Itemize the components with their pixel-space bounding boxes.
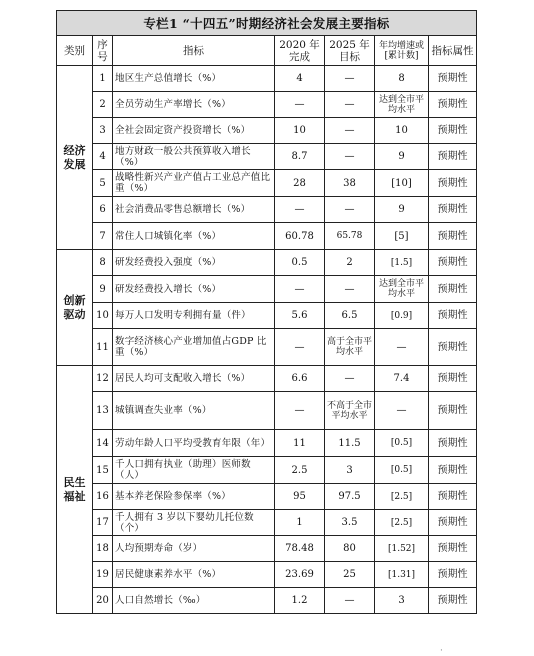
table-row xyxy=(57,510,477,536)
category-cell xyxy=(57,366,93,614)
row-attr: 预期性 xyxy=(429,170,477,197)
table-row xyxy=(57,484,477,510)
row-2020: 5.6 xyxy=(275,303,325,329)
category-cell xyxy=(57,66,93,250)
row-attr: 预期性 xyxy=(429,223,477,250)
row-growth: — xyxy=(375,329,429,366)
row-growth: [5] xyxy=(375,223,429,250)
table-row xyxy=(57,92,477,118)
row-seq: 5 xyxy=(93,170,113,197)
row-attr: 预期性 xyxy=(429,92,477,118)
row-indicator: 每万人口发明专利拥有量（件） xyxy=(113,303,275,329)
row-indicator: 地方财政一般公共预算收入增长（%） xyxy=(113,144,275,170)
row-attr: 预期性 xyxy=(429,276,477,303)
row-growth: 8 xyxy=(375,66,429,92)
row-indicator: 社会消费品零售总额增长（%） xyxy=(113,197,275,223)
row-2020: — xyxy=(275,329,325,366)
row-indicator: 研发经费投入增长（%） xyxy=(113,276,275,303)
table-row xyxy=(57,118,477,144)
row-attr: 预期性 xyxy=(429,366,477,392)
header-attr: 指标属性 xyxy=(429,36,477,66)
row-attr: 预期性 xyxy=(429,329,477,366)
row-2025: — xyxy=(325,118,375,144)
row-2025: 高于全市平均水平 xyxy=(325,329,375,366)
row-2020: 95 xyxy=(275,484,325,510)
table-row xyxy=(57,392,477,430)
row-2025: 6.5 xyxy=(325,303,375,329)
row-2020: 60.78 xyxy=(275,223,325,250)
header-2020: 2020 年完成 xyxy=(275,36,325,66)
row-growth: 9 xyxy=(375,197,429,223)
row-2025: 3 xyxy=(325,457,375,484)
row-2020: 4 xyxy=(275,66,325,92)
page-mark: · xyxy=(440,646,443,656)
row-2025: 65.78 xyxy=(325,223,375,250)
indicators-table xyxy=(56,10,477,614)
row-growth: [2.5] xyxy=(375,510,429,536)
row-2025: 25 xyxy=(325,562,375,588)
row-indicator: 千人口拥有执业（助理）医师数（人） xyxy=(113,457,275,484)
row-indicator: 地区生产总值增长（%） xyxy=(113,66,275,92)
row-indicator: 全员劳动生产率增长（%） xyxy=(113,92,275,118)
row-growth: 9 xyxy=(375,144,429,170)
table-row xyxy=(57,223,477,250)
row-attr: 预期性 xyxy=(429,303,477,329)
row-seq: 17 xyxy=(93,510,113,536)
category-label-line: 福祉 xyxy=(63,489,86,503)
row-seq: 9 xyxy=(93,276,113,303)
row-2020: 6.6 xyxy=(275,366,325,392)
row-2025: — xyxy=(325,197,375,223)
row-growth: [1.31] xyxy=(375,562,429,588)
row-attr: 预期性 xyxy=(429,118,477,144)
table-row xyxy=(57,197,477,223)
row-indicator: 居民健康素养水平（%） xyxy=(113,562,275,588)
row-attr: 预期性 xyxy=(429,484,477,510)
row-2020: 8.7 xyxy=(275,144,325,170)
row-2025: — xyxy=(325,588,375,614)
row-attr: 预期性 xyxy=(429,250,477,276)
row-2020: 1 xyxy=(275,510,325,536)
table-row xyxy=(57,430,477,457)
table-row xyxy=(57,144,477,170)
row-seq: 3 xyxy=(93,118,113,144)
row-indicator: 研发经费投入强度（%） xyxy=(113,250,275,276)
row-growth: [0.9] xyxy=(375,303,429,329)
row-2020: — xyxy=(275,276,325,303)
row-attr: 预期性 xyxy=(429,562,477,588)
row-2025: 97.5 xyxy=(325,484,375,510)
row-seq: 2 xyxy=(93,92,113,118)
row-indicator: 全社会固定资产投资增长（%） xyxy=(113,118,275,144)
row-indicator: 城镇调查失业率（%） xyxy=(113,392,275,430)
row-indicator: 千人拥有 3 岁以下婴幼儿托位数（个） xyxy=(113,510,275,536)
row-attr: 预期性 xyxy=(429,430,477,457)
table-row xyxy=(57,250,477,276)
row-indicator: 基本养老保险参保率（%） xyxy=(113,484,275,510)
row-2025: — xyxy=(325,66,375,92)
row-growth: [1.5] xyxy=(375,250,429,276)
row-indicator: 人均预期寿命（岁） xyxy=(113,536,275,562)
row-2025: 11.5 xyxy=(325,430,375,457)
row-indicator: 居民人均可支配收入增长（%） xyxy=(113,366,275,392)
row-attr: 预期性 xyxy=(429,66,477,92)
row-seq: 8 xyxy=(93,250,113,276)
row-2020: 0.5 xyxy=(275,250,325,276)
table-row xyxy=(57,457,477,484)
table-row xyxy=(57,536,477,562)
row-seq: 19 xyxy=(93,562,113,588)
category-label-line: 民生 xyxy=(63,475,86,489)
row-indicator: 数字经济核心产业增加值占GDP 比重（%） xyxy=(113,329,275,366)
row-attr: 预期性 xyxy=(429,197,477,223)
row-seq: 4 xyxy=(93,144,113,170)
table-title: 专栏1 “十四五”时期经济社会发展主要指标 xyxy=(57,11,477,36)
row-growth: [1.52] xyxy=(375,536,429,562)
row-2025: — xyxy=(325,276,375,303)
row-2020: 10 xyxy=(275,118,325,144)
header-category: 类别 xyxy=(57,36,93,66)
header-seq: 序号 xyxy=(93,36,113,66)
row-attr: 预期性 xyxy=(429,392,477,430)
row-seq: 16 xyxy=(93,484,113,510)
row-2025: — xyxy=(325,144,375,170)
row-2020: 2.5 xyxy=(275,457,325,484)
row-2020: 1.2 xyxy=(275,588,325,614)
row-indicator: 战略性新兴产业产值占工业总产值比重（%） xyxy=(113,170,275,197)
row-seq: 12 xyxy=(93,366,113,392)
row-2020: — xyxy=(275,92,325,118)
row-seq: 1 xyxy=(93,66,113,92)
header-2025: 2025 年目标 xyxy=(325,36,375,66)
row-attr: 预期性 xyxy=(429,588,477,614)
row-seq: 18 xyxy=(93,536,113,562)
row-attr: 预期性 xyxy=(429,510,477,536)
table-row xyxy=(57,588,477,614)
row-2025: 80 xyxy=(325,536,375,562)
row-seq: 7 xyxy=(93,223,113,250)
row-seq: 11 xyxy=(93,329,113,366)
row-seq: 15 xyxy=(93,457,113,484)
row-attr: 预期性 xyxy=(429,144,477,170)
category-label-line: 发展 xyxy=(63,157,86,171)
category-label-line: 经济 xyxy=(63,143,86,157)
row-2025: 2 xyxy=(325,250,375,276)
header-growth: 年均增速或[累计数] xyxy=(375,36,429,66)
row-2020: 11 xyxy=(275,430,325,457)
row-growth: — xyxy=(375,392,429,430)
header-indicator: 指标 xyxy=(113,36,275,66)
row-growth: [2.5] xyxy=(375,484,429,510)
row-seq: 14 xyxy=(93,430,113,457)
table-row xyxy=(57,329,477,366)
row-2025: 3.5 xyxy=(325,510,375,536)
row-2025: — xyxy=(325,366,375,392)
row-2020: — xyxy=(275,392,325,430)
row-seq: 13 xyxy=(93,392,113,430)
row-growth: [10] xyxy=(375,170,429,197)
row-growth: 达到全市平均水平 xyxy=(375,92,429,118)
table-row xyxy=(57,562,477,588)
row-2025: 不高于全市平均水平 xyxy=(325,392,375,430)
row-2020: 78.48 xyxy=(275,536,325,562)
table-row xyxy=(57,170,477,197)
row-indicator: 常住人口城镇化率（%） xyxy=(113,223,275,250)
table-row xyxy=(57,366,477,392)
category-cell xyxy=(57,250,93,366)
row-seq: 20 xyxy=(93,588,113,614)
row-attr: 预期性 xyxy=(429,536,477,562)
row-growth: 10 xyxy=(375,118,429,144)
row-2020: — xyxy=(275,197,325,223)
row-seq: 10 xyxy=(93,303,113,329)
row-2025: 38 xyxy=(325,170,375,197)
row-indicator: 人口自然增长（‰） xyxy=(113,588,275,614)
row-growth: 3 xyxy=(375,588,429,614)
table-row xyxy=(57,276,477,303)
row-indicator: 劳动年龄人口平均受教育年限（年） xyxy=(113,430,275,457)
row-2020: 23.69 xyxy=(275,562,325,588)
table-row xyxy=(57,66,477,92)
row-growth: [0.5] xyxy=(375,457,429,484)
row-growth: [0.5] xyxy=(375,430,429,457)
category-label-line: 驱动 xyxy=(63,307,86,321)
row-2020: 28 xyxy=(275,170,325,197)
row-growth: 7.4 xyxy=(375,366,429,392)
category-label-line: 创新 xyxy=(63,293,86,307)
row-growth: 达到全市平均水平 xyxy=(375,276,429,303)
row-attr: 预期性 xyxy=(429,457,477,484)
row-2025: — xyxy=(325,92,375,118)
row-seq: 6 xyxy=(93,197,113,223)
table-row xyxy=(57,303,477,329)
